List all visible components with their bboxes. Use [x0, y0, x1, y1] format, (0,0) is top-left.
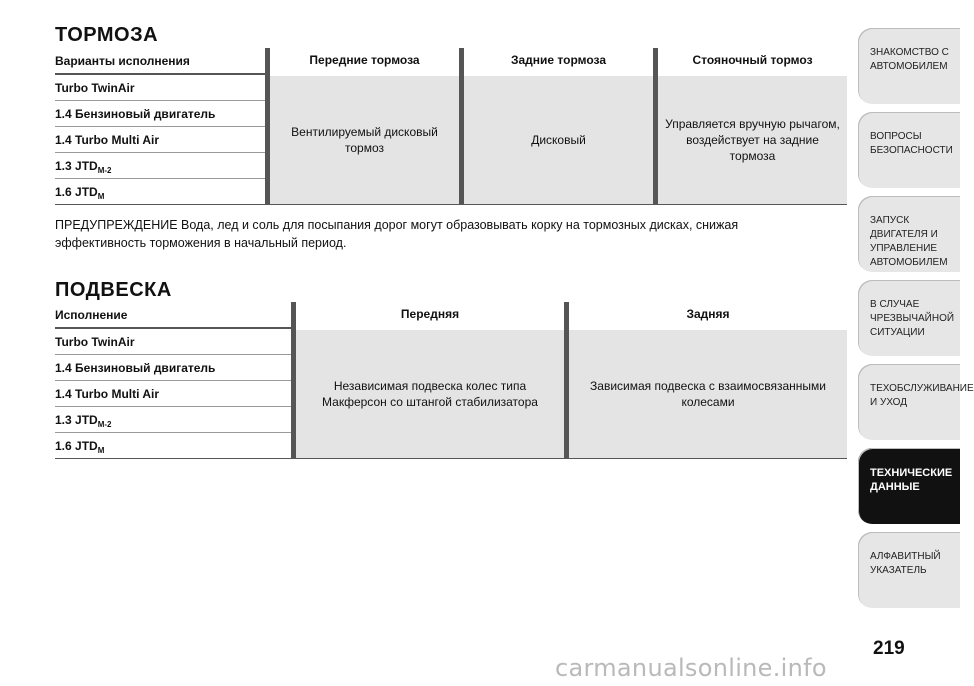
suspension-header-rear: Задняя — [569, 302, 847, 328]
brakes-table — [55, 48, 847, 205]
tab-emergency[interactable]: В СЛУЧАЕ ЧРЕЗВЫЧАЙНОЙ СИТУАЦИИ — [858, 280, 960, 356]
variant-label: 1.4 Turbo Multi Air — [55, 127, 265, 153]
brakes-header-rear: Задние тормоза — [464, 48, 653, 74]
tab-starting-and-driving[interactable]: ЗАПУСК ДВИГАТЕЛЯ И УПРАВЛЕНИЕ АВТОМОБИЛЕМ — [858, 196, 960, 272]
suspension-table — [55, 302, 847, 459]
variant-label: 1.3 $JTD_{M-2}$ — [55, 153, 265, 179]
variant-label: 1.6 $JTD_M$ — [55, 179, 265, 205]
table-row — [55, 328, 847, 355]
suspension-header-variant: Исполнение — [55, 302, 291, 328]
variant-label: 1.4 Бензиновый двигатель — [55, 355, 291, 381]
suspension-title: ПОДВЕСКА — [55, 279, 172, 301]
variant-label: 1.4 Бензиновый двигатель — [55, 101, 265, 127]
brakes-header-variant: Варианты исполнения — [55, 48, 265, 74]
brakes-header-front: Передние тормоза — [270, 48, 459, 74]
brakes-header-parking: Стояночный тормоз — [658, 48, 847, 74]
variant-label: Turbo TwinAir — [55, 328, 291, 355]
table-row — [55, 74, 847, 101]
rear-suspension-value: Зависимая подвеска с взаимосвязанными колесами — [569, 328, 847, 459]
variant-label: 1.6 $JTD_M$ — [55, 433, 291, 459]
brakes-title: ТОРМОЗА — [55, 24, 159, 46]
variant-label: Turbo TwinAir — [55, 74, 265, 101]
page-number: 219 — [873, 638, 905, 659]
tab-index[interactable]: АЛФАВИТНЫЙ УКАЗАТЕЛЬ — [858, 532, 960, 608]
tab-maintenance[interactable]: ТЕХОБСЛУЖИВАНИЕ И УХОД — [858, 364, 960, 440]
warning-note: ПРЕДУПРЕЖДЕНИЕ Вода, лед и соль для посыпания дорог могут образовывать корку на тормозных дисках, снижая эффективность торможения в начальный период. — [55, 218, 739, 250]
suspension-header-front: Передняя — [296, 302, 564, 328]
front-brakes-value: Вентилируемый дисковый тормоз — [270, 74, 459, 205]
rear-brakes-value: Дисковый — [464, 74, 653, 205]
tab-introduction[interactable]: ЗНАКОМСТВО С АВТОМОБИЛЕМ — [858, 28, 960, 104]
brakes-header-row — [55, 48, 847, 74]
chapter-tabs — [858, 28, 974, 616]
variant-label: 1.4 Turbo Multi Air — [55, 381, 291, 407]
parking-brake-value: Управляется вручную рычагом, воздействует на задние тормоза — [658, 74, 847, 205]
watermark: carmanualsonline.info — [555, 654, 827, 682]
front-suspension-value: Независимая подвеска колес типа Макферсон со штангой стабилизатора — [296, 328, 564, 459]
variant-label: 1.3 $JTD_{M-2}$ — [55, 407, 291, 433]
tab-safety[interactable]: ВОПРОСЫ БЕЗОПАСНОСТИ — [858, 112, 960, 188]
suspension-header-row — [55, 302, 847, 328]
tab-technical-data[interactable]: ТЕХНИЧЕСКИЕ ДАННЫЕ — [858, 448, 960, 524]
